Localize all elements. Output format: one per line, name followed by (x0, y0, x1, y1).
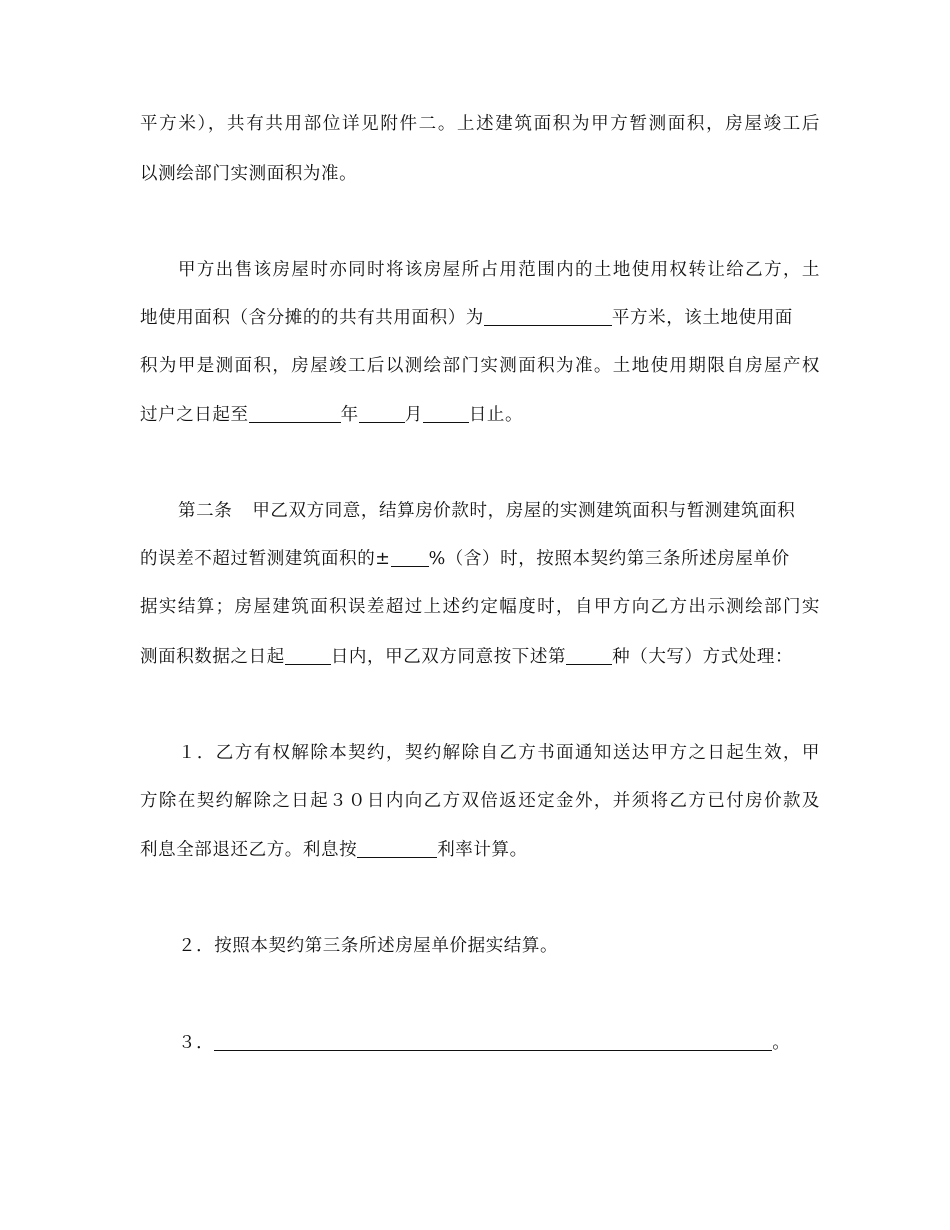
paragraph-line: 平方米），共有共用部位详见附件二。上述建筑面积为甲方暂测面积，房屋竣工后 (140, 114, 820, 134)
paragraph-line: ２．按照本契约第三条所述房屋单价据实结算。 (178, 936, 559, 956)
fill-blank-option-3[interactable] (214, 1032, 772, 1051)
text-segment: 种（大写）方式处理： (612, 647, 794, 667)
text-segment: 地使用面积（含分摊的的共有共用面积）为 (140, 308, 484, 328)
paragraph-line (178, 1031, 820, 1055)
paragraph-line: 方除在契约解除之日起３０日内向乙方双倍返还定金外，并须将乙方已付房价款及 (140, 791, 820, 811)
paragraph-line: 据实结算；房屋建筑面积误差超过上述约定幅度时，自甲方向乙方出示测绘部门实 (140, 597, 820, 617)
text-segment: 过户之日起至 (140, 405, 249, 425)
fill-blank-land-area[interactable] (484, 307, 612, 326)
text-segment: 月 (404, 405, 423, 425)
text-segment: 的误差不超过暂测建筑面积的± (140, 549, 391, 569)
text-segment: 日止。 (468, 405, 524, 425)
text-segment: 平方米，该土地使用面 (611, 308, 793, 328)
paragraph-line (140, 306, 820, 330)
item-number: ３． (178, 1033, 215, 1053)
paragraph-line: 积为甲是测面积，房屋竣工后以测绘部门实测面积为准。土地使用期限自房屋产权 (140, 356, 820, 376)
article-heading: 第二条 (178, 501, 233, 521)
text-segment: 年 (340, 405, 359, 425)
paragraph-line: １．乙方有权解除本契约，契约解除自乙方书面通知送达甲方之日起生效，甲 (178, 743, 820, 763)
text-segment: 测面积数据之日起 (140, 647, 285, 667)
text-segment: 利息全部退还乙方。利息按 (140, 840, 358, 860)
paragraph-line (140, 547, 820, 571)
paragraph-line (140, 645, 820, 669)
text-segment: %（含）时，按照本契约第三条所述房屋单价 (428, 549, 790, 569)
paragraph-line (178, 499, 820, 523)
fill-blank-year[interactable] (249, 404, 341, 423)
paragraph-line (140, 403, 820, 427)
paragraph-line: 以测绘部门实测面积为准。 (140, 164, 358, 184)
paragraph-line: 甲方出售该房屋时亦同时将该房屋所占用范围内的土地使用权转让给乙方，土 (178, 260, 820, 280)
paragraph-line (140, 838, 820, 862)
fill-blank-option[interactable] (566, 646, 612, 665)
fill-blank-days[interactable] (285, 646, 331, 665)
text-segment: 甲乙双方同意，结算房价款时，房屋的实测建筑面积与暂测建筑面积 (252, 501, 796, 521)
text-segment: 利率计算。 (437, 840, 528, 860)
fill-blank-month[interactable] (359, 404, 405, 423)
fill-blank-day[interactable] (423, 404, 469, 423)
text-segment: 。 (772, 1033, 791, 1053)
fill-blank-interest-rate[interactable] (357, 839, 437, 858)
text-segment: 日内，甲乙双方同意按下述第 (330, 647, 567, 667)
fill-blank-percent[interactable] (391, 548, 429, 567)
